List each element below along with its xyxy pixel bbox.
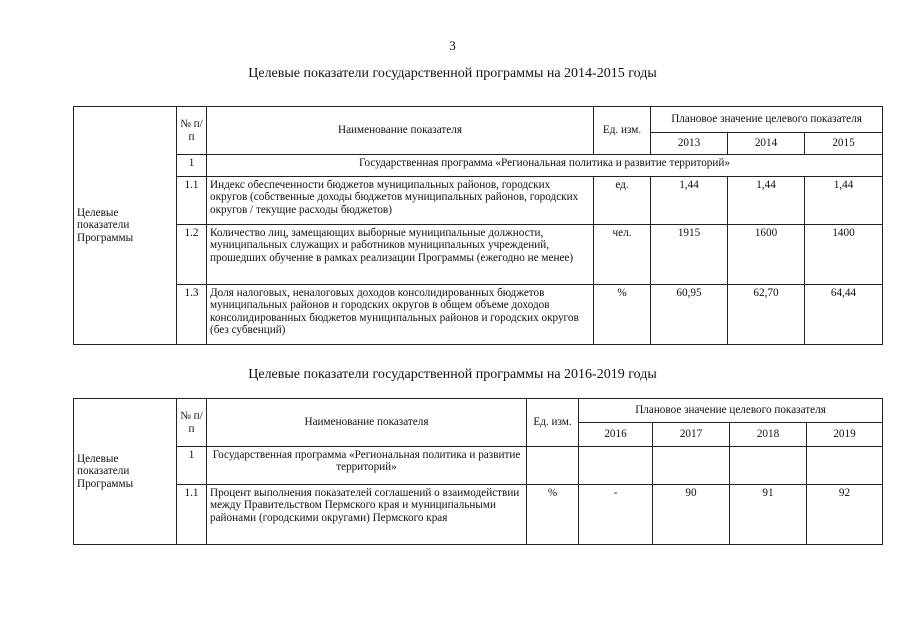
table-row — [74, 177, 883, 225]
table-row — [74, 285, 883, 345]
unit-cell: % — [594, 285, 651, 345]
row-num: 1 — [177, 447, 207, 485]
col-header-name: Наименование показателя — [207, 399, 527, 447]
value-cell: 1400 — [805, 225, 883, 285]
empty-cell — [730, 447, 807, 485]
table-row — [74, 225, 883, 285]
section1-title: Целевые показатели государственной программы на 2014-2015 годы — [248, 66, 657, 81]
value-cell: - — [579, 485, 653, 545]
col-header-name: Наименование показателя — [207, 107, 594, 155]
row-num: 1.1 — [177, 485, 207, 545]
value-cell: 62,70 — [728, 285, 805, 345]
indicator-name: Количество лиц, замещающих выборные муниципальные должности, муниципальных служащих и работников муниципальных учреждений, прошедших обучение в рамках реализации Программы (ежегодно не менее) — [207, 225, 594, 285]
side-label: Целевые показатели Программы — [74, 107, 177, 345]
value-cell: 92 — [807, 485, 883, 545]
targets-table-2014-2015 — [73, 106, 883, 345]
empty-cell — [653, 447, 730, 485]
row-num: 1.3 — [177, 285, 207, 345]
value-cell: 1,44 — [651, 177, 728, 225]
value-cell: 1915 — [651, 225, 728, 285]
value-cell: 90 — [653, 485, 730, 545]
year-header: 2013 — [651, 133, 728, 155]
value-cell: 1,44 — [805, 177, 883, 225]
col-header-unit: Ед. изм. — [594, 107, 651, 155]
row-num: 1.2 — [177, 225, 207, 285]
col-header-plan: Плановое значение целевого показателя — [579, 399, 883, 423]
unit-cell: % — [527, 485, 579, 545]
section2-title: Целевые показатели государственной программы на 2016-2019 годы — [248, 367, 657, 382]
empty-cell — [579, 447, 653, 485]
value-cell: 91 — [730, 485, 807, 545]
unit-cell: чел. — [594, 225, 651, 285]
value-cell: 1600 — [728, 225, 805, 285]
empty-cell — [527, 447, 579, 485]
indicator-name: Индекс обеспеченности бюджетов муниципальных районов, городских округов (собственные доходы бюджетов муниципальных районов, городских округов / текущие расходы бюджетов) — [207, 177, 594, 225]
table-row — [74, 485, 883, 545]
col-header-num: № п/п — [177, 107, 207, 155]
page-number: 3 — [449, 38, 456, 53]
row-num: 1.1 — [177, 177, 207, 225]
empty-cell — [807, 447, 883, 485]
value-cell: 60,95 — [651, 285, 728, 345]
year-header: 2017 — [653, 423, 730, 447]
year-header: 2018 — [730, 423, 807, 447]
unit-cell: ед. — [594, 177, 651, 225]
row-num: 1 — [177, 155, 207, 177]
targets-table-2016-2019 — [73, 398, 883, 545]
program-row — [74, 155, 883, 177]
value-cell: 64,44 — [805, 285, 883, 345]
side-label: Целевые показатели Программы — [74, 399, 177, 545]
year-header: 2014 — [728, 133, 805, 155]
indicator-name: Доля налоговых, неналоговых доходов консолидированных бюджетов муниципальных районов и городских округов в общем объеме доходов консолидированных бюджетов муниципальных районов и городских округов (без субвенций) — [207, 285, 594, 345]
program-name: Государственная программа «Региональная политика и развитие территорий» — [207, 447, 527, 485]
col-header-plan: Плановое значение целевого показателя — [651, 107, 883, 133]
col-header-num: № п/п — [177, 399, 207, 447]
value-cell: 1,44 — [728, 177, 805, 225]
indicator-name: Процент выполнения показателей соглашений о взаимодействии между Правительством Пермского края и муниципальными районами (городскими округами) Пермского края — [207, 485, 527, 545]
col-header-unit: Ед. изм. — [527, 399, 579, 447]
year-header: 2019 — [807, 423, 883, 447]
program-name: Государственная программа «Региональная политика и развитие территорий» — [207, 155, 883, 177]
year-header: 2015 — [805, 133, 883, 155]
year-header: 2016 — [579, 423, 653, 447]
program-row — [74, 447, 883, 485]
